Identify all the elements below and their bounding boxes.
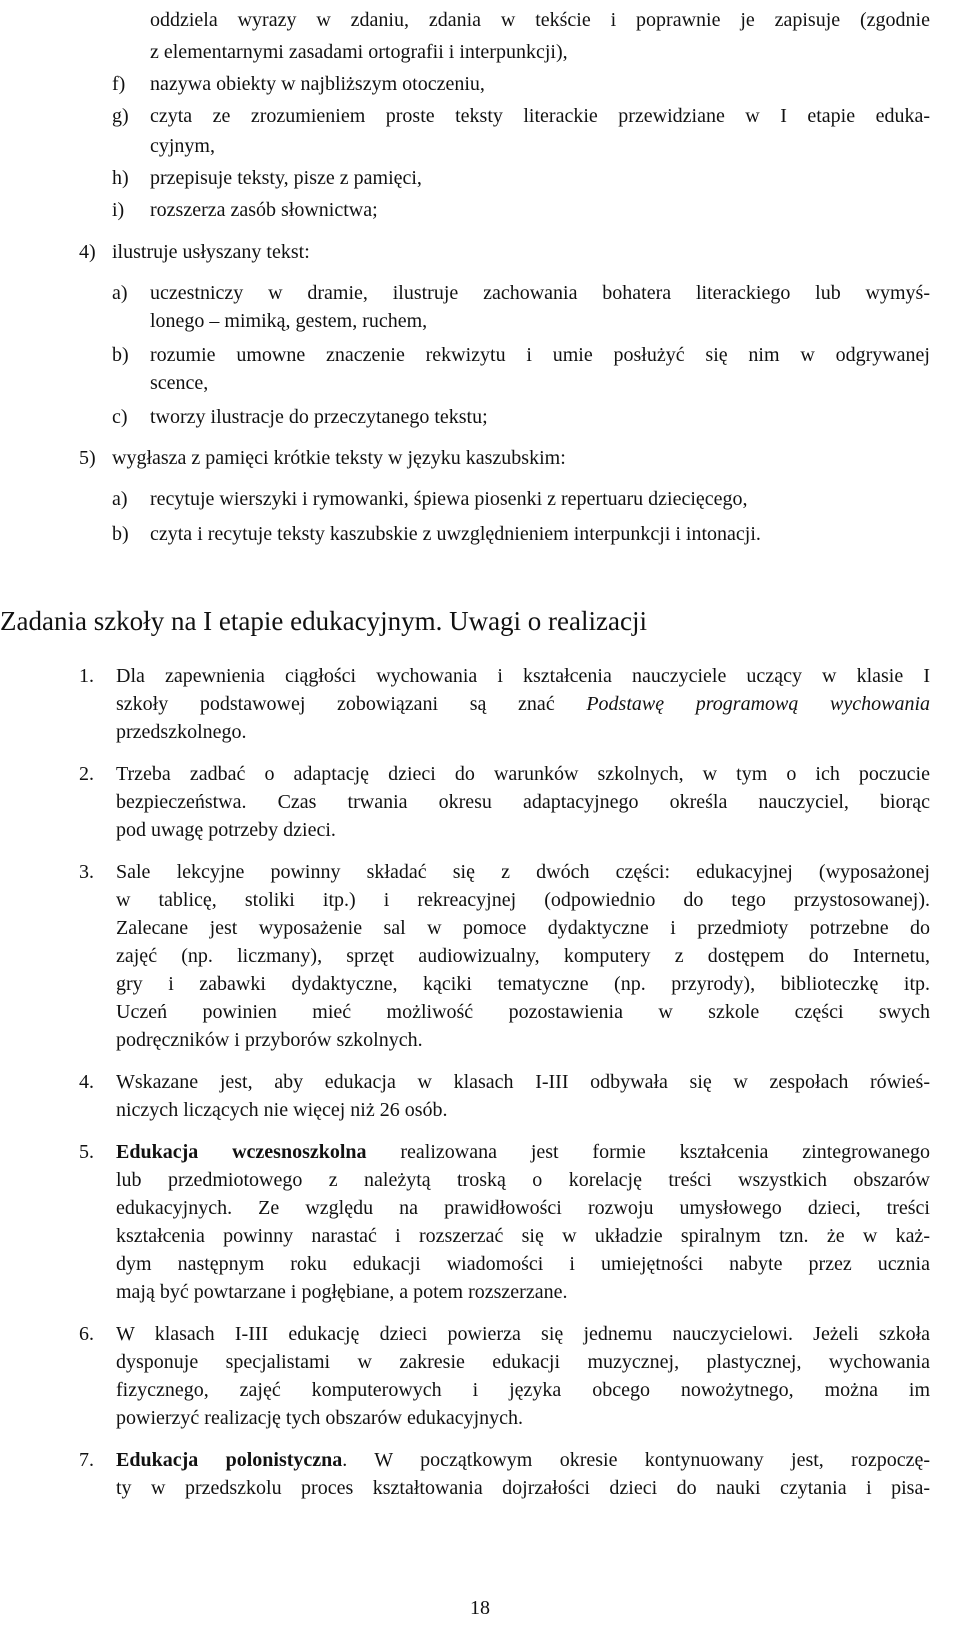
paragraph-text: niczych liczących nie więcej niż 26 osób.: [116, 1099, 448, 1121]
list-text: czyta i recytuje teksty kaszubskie z uwzględnieniem interpunkcji i intonacji.: [150, 523, 761, 545]
list-text: uczestniczy w dramie, ilustruje zachowania bohatera literackiego lub wymyś-: [150, 282, 930, 304]
paragraph-text: Zalecane jest wyposażenie sal w pomoce dydaktyczne i przedmioty potrzebne do: [116, 917, 930, 939]
paragraph-text: powierzyć realizację tych obszarów edukacyjnych.: [116, 1407, 524, 1429]
paragraph-text: kształcenia powinny narastać i rozszerzać się w układzie spiralnym tzn. że w każ-: [116, 1225, 930, 1247]
list-marker: c): [112, 406, 128, 428]
paragraph-text: dym następnym roku edukacji wiadomości i umiejętności nabyte przez ucznia: [116, 1253, 930, 1275]
list-text: z elementarnymi zasadami ortografii i interpunkcji),: [150, 41, 568, 63]
paragraph-number: 2.: [79, 763, 94, 785]
list-marker: f): [112, 73, 126, 95]
paragraph-text: Dla zapewnienia ciągłości wychowania i kształcenia nauczyciele uczący w klasie I: [116, 665, 930, 687]
paragraph-number: 7.: [79, 1449, 94, 1471]
list-text: rozszerza zasób słownictwa;: [150, 199, 378, 221]
paragraph-text: fizycznego, zajęć komputerowych i języka obcego nowożytnego, można im: [116, 1379, 930, 1401]
list-marker: 5): [79, 447, 96, 469]
list-text: nazywa obiekty w najbliższym otoczeniu,: [150, 73, 485, 95]
paragraph-text: ty w przedszkolu proces kształtowania dojrzałości dzieci do nauki czytania i pisa-: [116, 1477, 930, 1499]
paragraph-text: Edukacja polonistyczna. W początkowym okresie kontynuowany jest, rozpoczę-: [116, 1449, 930, 1471]
paragraph-text: przedszkolnego.: [116, 721, 247, 743]
list-text: scence,: [150, 372, 209, 394]
paragraph-number: 3.: [79, 861, 94, 883]
list-text: tworzy ilustracje do przeczytanego tekstu;: [150, 406, 488, 428]
paragraph-text: podręczników i przyborów szkolnych.: [116, 1029, 423, 1051]
list-marker: a): [112, 282, 128, 304]
paragraph-number: 6.: [79, 1323, 94, 1345]
paragraph-text: zajęć (np. liczmany), sprzęt audiowizualny, komputery z dostępem do Internetu,: [116, 945, 930, 967]
list-text: przepisuje teksty, pisze z pamięci,: [150, 167, 422, 189]
paragraph-number: 1.: [79, 665, 94, 687]
paragraph-text: w tablicę, stoliki itp.) i rekreacyjnej (odpowiednio do tego przystosowanej).: [116, 889, 930, 911]
paragraph-number: 4.: [79, 1071, 94, 1093]
paragraph-text: bezpieczeństwa. Czas trwania okresu adaptacyjnego określa nauczyciel, biorąc: [116, 791, 930, 813]
list-marker: g): [112, 105, 129, 127]
list-marker: i): [112, 199, 125, 221]
paragraph-text: W klasach I-III edukację dzieci powierza się jednemu nauczycielowi. Jeżeli szkoła: [116, 1323, 930, 1345]
list-text: lonego – mimiką, gestem, ruchem,: [150, 310, 428, 332]
paragraph-text: pod uwagę potrzeby dzieci.: [116, 819, 336, 841]
paragraph-text: Edukacja wczesnoszkolna realizowana jest formie kształcenia zintegrowanego: [116, 1141, 930, 1163]
paragraph-text: szkoły podstawowej zobowiązani są znać Podstawę programową wychowania: [116, 693, 931, 715]
list-text: czyta ze zrozumieniem proste teksty literackie przewidziane w I etapie eduka-: [150, 105, 930, 127]
section-heading: Zadania szkoły na I etapie edukacyjnym. Uwagi o realizacji: [0, 606, 647, 636]
paragraph-text: lub przedmiotowego z należytą troską o korelację treści wszystkich obszarów: [116, 1169, 930, 1191]
list-text: rozumie umowne znaczenie rekwizytu i umie posłużyć się nim w odgrywanej: [150, 344, 930, 366]
list-marker: b): [112, 523, 129, 545]
list-marker: b): [112, 344, 129, 366]
list-text: ilustruje usłyszany tekst:: [112, 241, 310, 263]
list-text: oddziela wyrazy w zdaniu, zdania w tekście i poprawnie je zapisuje (zgodnie: [150, 9, 930, 31]
list-text: wygłasza z pamięci krótkie teksty w języku kaszubskim:: [112, 447, 566, 469]
page-number: 18: [470, 1597, 490, 1619]
paragraph-text: Trzeba zadbać o adaptację dzieci do warunków szkolnych, w tym o ich poczucie: [116, 763, 930, 785]
paragraph-text: edukacyjnych. Ze względu na prawidłowości rozwoju umysłowego dzieci, treści: [116, 1197, 930, 1219]
paragraph-text: dysponuje specjalistami w zakresie edukacji muzycznej, plastycznej, wychowania: [116, 1351, 930, 1373]
paragraph-text: mają być powtarzane i pogłębiane, a potem rozszerzane.: [116, 1281, 568, 1303]
list-marker: 4): [79, 241, 96, 263]
paragraph-text: gry i zabawki dydaktyczne, kąciki tematyczne (np. przyrody), biblioteczkę itp.: [116, 973, 930, 995]
list-marker: h): [112, 167, 129, 189]
paragraph-text: Uczeń powinien mieć możliwość pozostawienia w szkole części swych: [116, 1001, 930, 1023]
list-marker: a): [112, 488, 128, 510]
paragraph-text: Sale lekcyjne powinny składać się z dwóch części: edukacyjnej (wyposażonej: [116, 861, 930, 883]
paragraph-number: 5.: [79, 1141, 94, 1163]
list-text: cyjnym,: [150, 135, 215, 157]
list-text: recytuje wierszyki i rymowanki, śpiewa piosenki z repertuaru dziecięcego,: [150, 488, 748, 510]
paragraph-text: Wskazane jest, aby edukacja w klasach I-III odbywała się w zespołach rówieś-: [116, 1071, 930, 1093]
